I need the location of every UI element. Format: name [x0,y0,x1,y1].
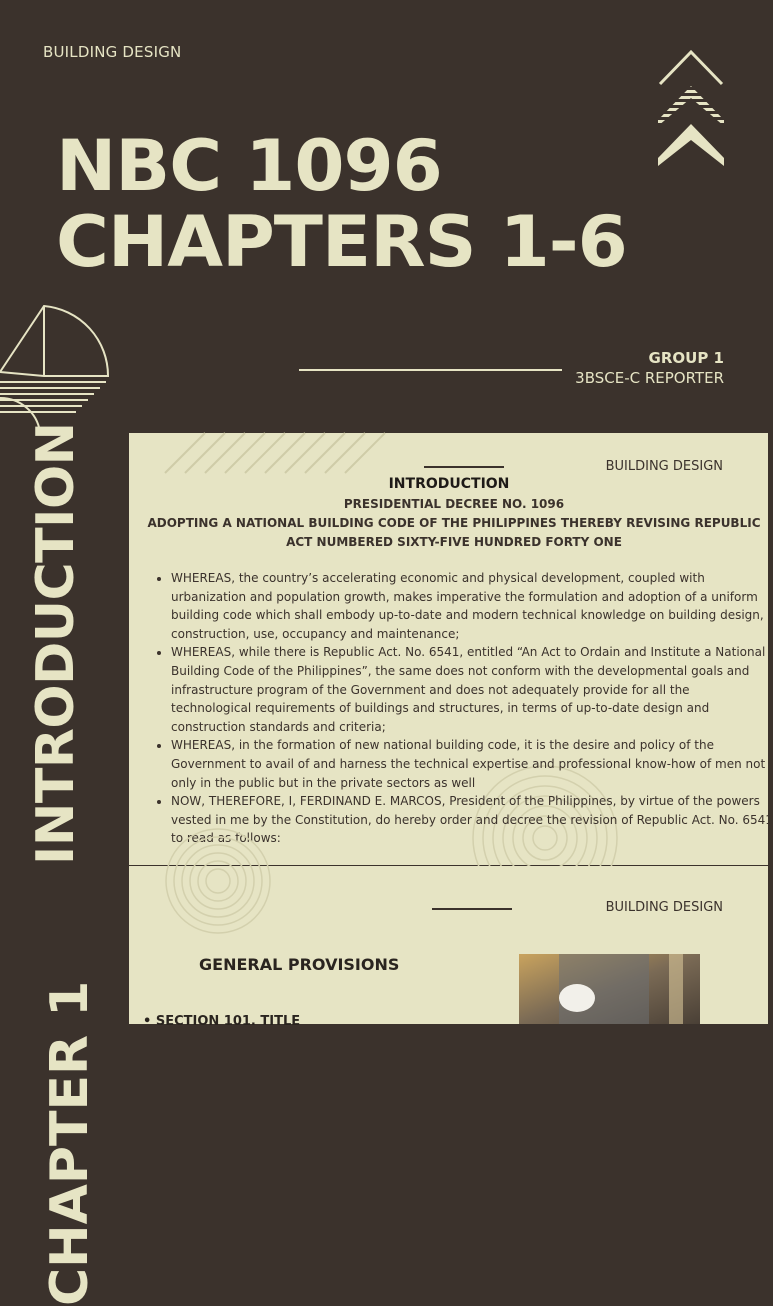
sidebar-title: INTRODUCTION [26,422,86,865]
general-provisions-heading: GENERAL PROVISIONS [199,955,400,974]
quarter-circle-decoration [0,302,112,432]
sidebar: CHAPTER 1 [0,866,129,1024]
construction-photo [519,954,700,1024]
page-title [56,125,627,283]
chapter-1-slide [0,866,768,1306]
title-line-2: CHAPTERS 1-6 [56,201,627,283]
divider-line [299,369,562,371]
whereas-list [158,569,773,848]
list-item: • WHEREAS, while there is Republic Act. No. 6541, entitled “An Act to Ordain and Institute a National Building Code of the Philippines”, the same does not conform with the developmental goals and infrastructure program of the Government and does not adequately provide for all the technological requirements of buildings and structures, in terms of up-to-date design and construction standards and criteria; [171,643,773,736]
section-tag: BUILDING DESIGN [605,459,723,474]
list-item: • WHEREAS, the country’s accelerating economic and physical development, coupled with urbanization and population growth, makes imperative the formulation and adoption of a uniform building code which shall embody up-to-date and modern technical knowledge on building design, construction, use, occupancy and maintenance; [171,569,773,643]
title-slide [0,0,768,432]
divider-line [424,466,504,468]
list-item: • WHEREAS, in the formation of new national building code, it is the desire and policy of the Government to avail of and harness the technical expertise and professional know-how of men not only in the public but in the private sectors as well [171,736,773,792]
decree-title: ADOPTING A NATIONAL BUILDING CODE OF THE PHILIPPINES THEREBY REVISING REPUBLIC ACT NUMBERED SIXTY-FIVE HUNDRED FORTY ONE [147,516,761,549]
decree-heading [140,495,768,552]
reporter-label: 3BSCE-C REPORTER [575,369,724,387]
concentric-circles-decoration [163,826,273,936]
introduction-heading: INTRODUCTION [388,476,510,492]
introduction-slide [0,422,773,865]
chevrons-decoration [656,42,726,168]
title-line-1: NBC 1096 [56,125,442,207]
group-label: GROUP 1 [648,349,724,367]
list-item: • NOW, THEREFORE, I, FERDINAND E. MARCOS, President of the Philippines, by virtue of the powers vested in me by the Constitution, do hereby order and decree the revision of Republic Act. No. 6541 to read as follows: [171,792,773,848]
section-item: • SECTION 101. TITLE [143,1014,301,1029]
decree-number: PRESIDENTIAL DECREE NO. 1096 [343,497,565,511]
slide-kicker: BUILDING DESIGN [43,43,182,61]
divider-line [432,908,512,910]
section-tag: BUILDING DESIGN [605,900,723,915]
sidebar [0,422,129,865]
